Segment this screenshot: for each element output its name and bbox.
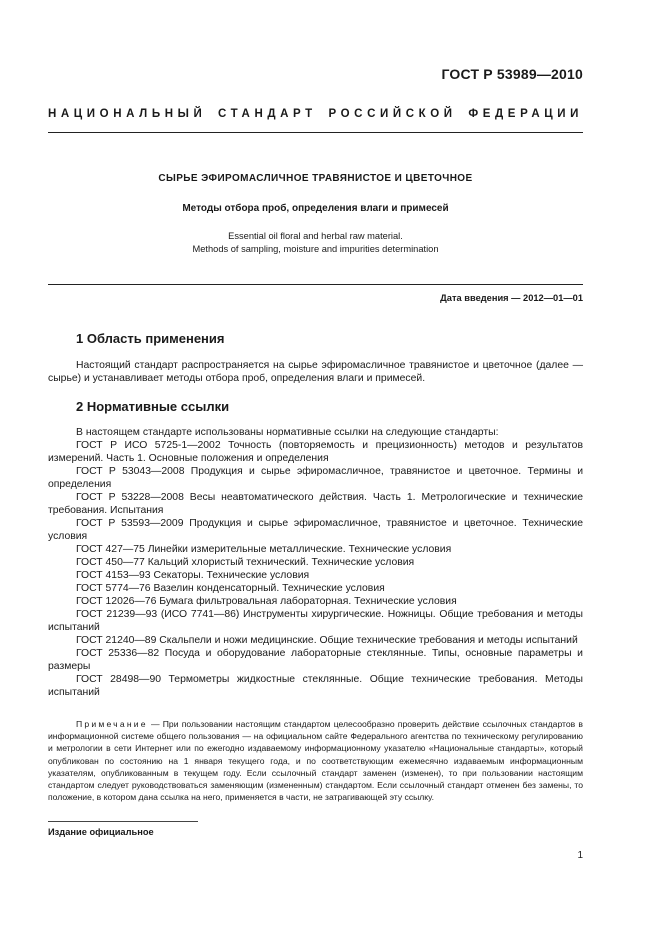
note-block xyxy=(48,718,583,803)
section-2-heading: 2 Нормативные ссылки xyxy=(76,399,230,414)
reference-item: ГОСТ 4153—93 Секаторы. Технические условия xyxy=(76,570,310,581)
note-text: — При пользовании настоящим стандартом целесообразно проверить действие ссылочных стандартов в информационной системе общего пользования — на официальном сайте Федерального агентства по техническому регулированию и метрологии в сети Интернет или по ежегодно издаваемому информационному указателю «Национальные стандарты», который опубликован по состоянию на 1 января текущего года, и по соответствующим ежемесячно издаваемым информационным указателям, опубликованным в текущем году. Если ссылочный стандарт заменен (изменен), то при пользовании настоящим стандартом следует руководствоваться заменяющим (измененным) стандартом. Если ссылочный стандарт отменен без замены, то положение, в котором дана ссылка на него, применяется в части, не затрагивающей эту ссылку. xyxy=(48,719,583,803)
reference-item: ГОСТ 21240—89 Скальпели и ножи медицинские. Общие технические требования и методы испытаний xyxy=(76,635,578,646)
reference-item: ГОСТ Р ИСО 5725-1—2002 Точность (повторяемость и прецизионность) методов и результатов измерений. Часть 1. Основные положения и определения xyxy=(48,440,583,464)
page-number: 1 xyxy=(577,850,583,861)
document-code: ГОСТ Р 53989—2010 xyxy=(441,66,583,82)
national-word-1: НАЦИОНАЛЬНЫЙ xyxy=(48,108,207,120)
reference-item: ГОСТ 28498—90 Термометры жидкостные стеклянные. Общие технические требования. Методы испытаний xyxy=(48,674,583,698)
reference-item: ГОСТ 427—75 Линейки измерительные металлические. Технические условия xyxy=(76,544,452,555)
references-list xyxy=(48,426,583,699)
english-title-line-2: Methods of sampling, moisture and impurities determination xyxy=(192,244,439,254)
national-word-2: СТАНДАРТ xyxy=(218,108,317,120)
reference-item: ГОСТ Р 53043—2008 Продукция и сырье эфиромасличное, травянистое и цветочное. Термины и определения xyxy=(48,466,583,490)
reference-item: ГОСТ 21239—93 (ИСО 7741—86) Инструменты хирургические. Ножницы. Общие требования и методы испытаний xyxy=(48,609,583,633)
reference-item: ГОСТ 450—77 Кальций хлористый технический. Технические условия xyxy=(76,557,415,568)
section-1-text xyxy=(48,359,583,385)
english-title xyxy=(48,230,583,256)
english-title-line-1: Essential oil floral and herbal raw material. xyxy=(228,231,403,241)
reference-item: ГОСТ Р 53228—2008 Весы неавтоматического действия. Часть 1. Метрологические и технические требования. Испытания xyxy=(48,492,583,516)
national-standard-title xyxy=(48,108,583,120)
national-word-4: ФЕДЕРАЦИИ xyxy=(468,108,583,120)
edition-label: Издание официальное xyxy=(48,827,154,837)
introduction-date: Дата введения — 2012—01—01 xyxy=(440,293,583,303)
note-paragraph xyxy=(48,718,583,803)
note-label: Примечание xyxy=(76,719,148,729)
reference-item: ГОСТ 12026—76 Бумага фильтровальная лабораторная. Технические условия xyxy=(76,596,457,607)
top-divider xyxy=(48,132,583,133)
references-intro: В настоящем стандарте использованы нормативные ссылки на следующие стандарты: xyxy=(76,427,499,438)
reference-item: ГОСТ 25336—82 Посуда и оборудование лабораторные стеклянные. Типы, основные параметры и размеры xyxy=(48,648,583,672)
title-divider xyxy=(48,284,583,285)
reference-item: ГОСТ Р 53593—2009 Продукция и сырье эфиромасличное, травянистое и цветочное. Технические условия xyxy=(48,518,583,542)
reference-item: ГОСТ 5774—76 Вазелин конденсаторный. Технические условия xyxy=(76,583,385,594)
subtitle: Методы отбора проб, определения влаги и примесей xyxy=(182,203,449,214)
section-1-paragraph: Настоящий стандарт распространяется на сырье эфиромасличное травянистое и цветочное (далее — сырье) и устанавливает методы отбора проб, определения влаги и примесей. xyxy=(48,360,583,384)
section-1-heading: 1 Область применения xyxy=(76,331,225,346)
main-title: СЫРЬЕ ЭФИРОМАСЛИЧНОЕ ТРАВЯНИСТОЕ И ЦВЕТОЧНОЕ xyxy=(158,173,473,184)
national-word-3: РОССИЙСКОЙ xyxy=(328,108,457,120)
footer-divider xyxy=(48,821,198,822)
